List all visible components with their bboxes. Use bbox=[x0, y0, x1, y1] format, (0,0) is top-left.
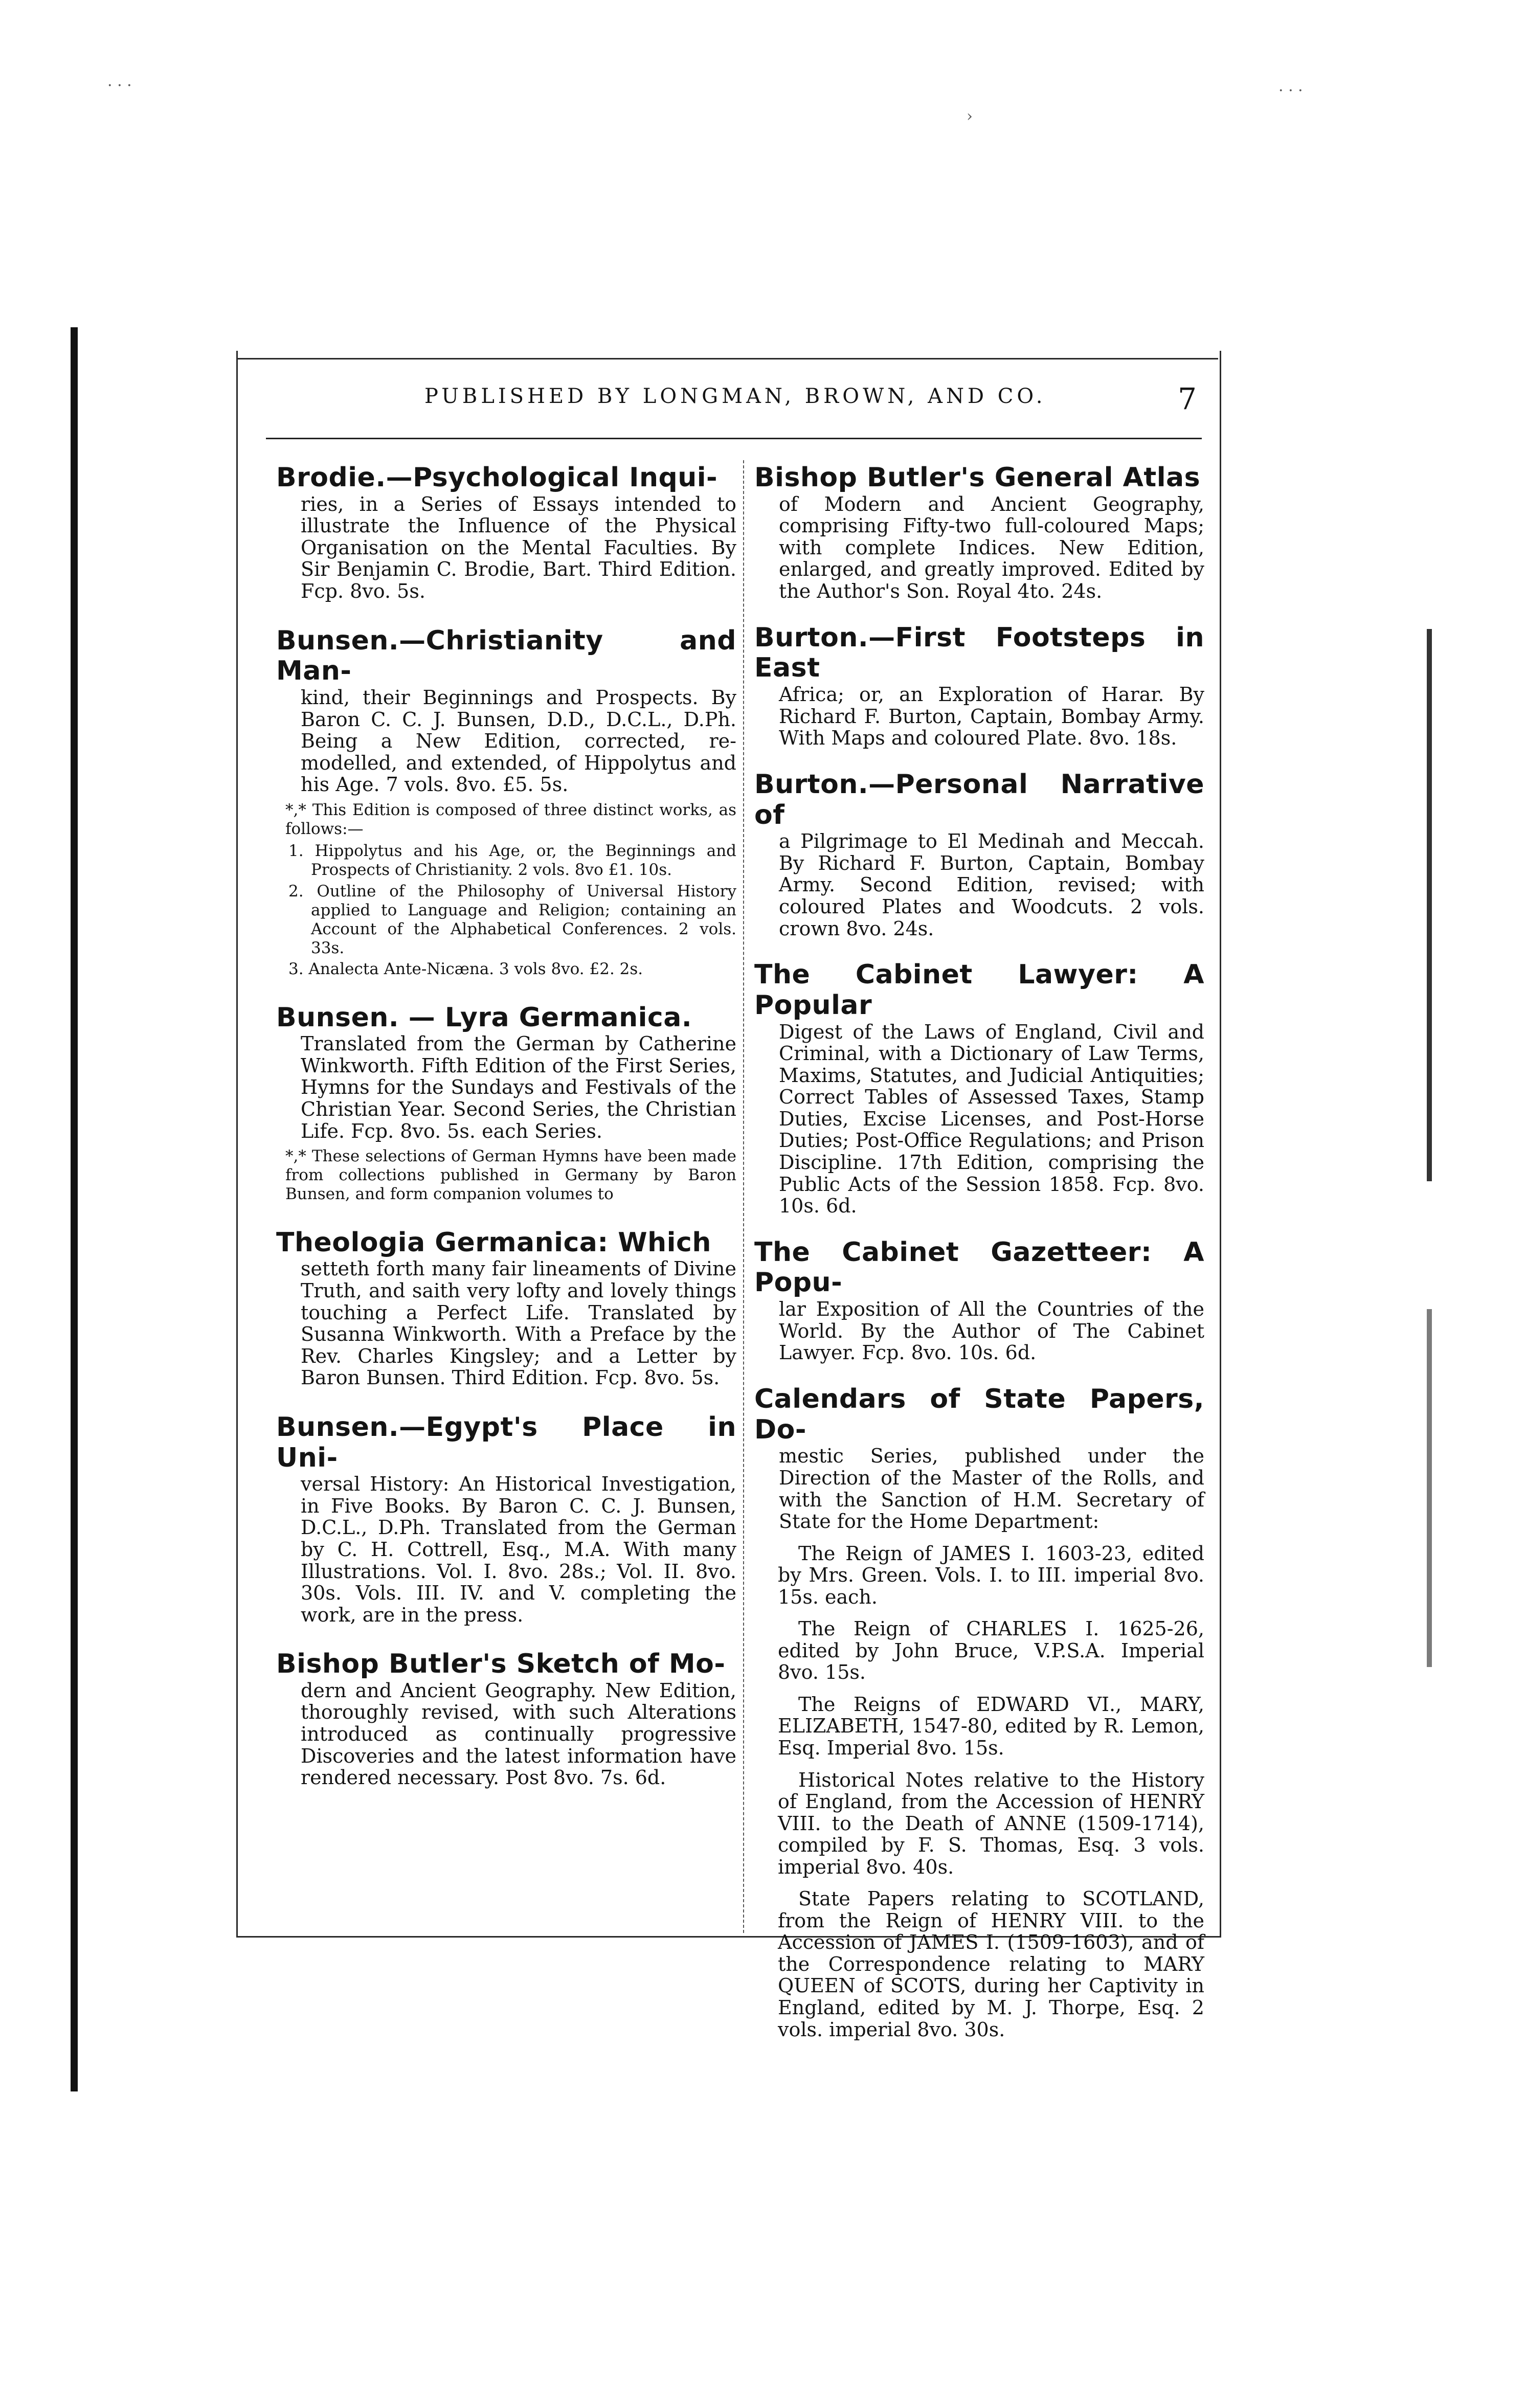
entry-body: dern and Ancient Geography. New Edition, thoroughly revised, with such Alterations introduced as continually progressive Discoveries and the latest information have rendered necessary. Post 8vo. 7s. 6d. bbox=[301, 1679, 736, 1789]
running-header-title: PUBLISHED BY LONGMAN, BROWN, AND CO. bbox=[424, 385, 1046, 408]
listing-entry bbox=[276, 1412, 736, 1626]
entry-body: Digest of the Laws of England, Civil and Criminal, with a Dictionary of Law Terms, Maxims, Statutes, and Judicial Antiquities; Correct Tables of Assessed Taxes, Stamp Duties, Excise Licenses, and Post-Horse Duties; Post-Office Regulations; and Prison Discipline. 17th Edition, comprising the Public Acts of the Session 1858. Fcp. 8vo. 10s. 6d. bbox=[779, 1020, 1204, 1218]
listing-entry bbox=[754, 1237, 1204, 1364]
listing-entry bbox=[754, 1384, 1204, 2040]
entry-heading: Brodie.—Psychological Inqui- bbox=[276, 462, 718, 493]
listing-entry bbox=[276, 1003, 736, 1204]
scan-speck: · · · bbox=[1278, 82, 1303, 100]
scan-edge-right bbox=[1427, 629, 1432, 1181]
entry-heading: Bunsen.—Christianity and Man- bbox=[276, 625, 736, 687]
entry-body: versal History: An Historical Investigation, in Five Books. By Baron C. C. J. Bunsen, D.C.L., D.Ph. Translated from the German by C. H. Cottrell, Esq., M.A. With many Illustrations. Vol. I. 8vo. 28s.; Vol. II. 8vo. 30s. Vols. III. IV. and V. completing the work, are in the press. bbox=[301, 1473, 736, 1626]
sub-entry: State Papers relating to SCOTLAND, from the Reign of HENRY VIII. to the Accession of JAMES I. (1509-1603), and of the Correspondence relating to MARY QUEEN of SCOTS, during her Captivity in England, edited by M. J. Thorpe, Esq. 2 vols. imperial 8vo. 30s. bbox=[778, 1887, 1204, 2041]
listing-entry bbox=[276, 463, 736, 602]
entry-body: Translated from the German by Catherine Winkworth. Fifth Edition of the First Series, Hymns for the Sundays and Festivals of the Christian Year. Second Series, the Christian Life. Fcp. 8vo. 5s. each Series. bbox=[301, 1032, 736, 1142]
entry-heading: The Cabinet Lawyer: A Popular bbox=[754, 959, 1204, 1021]
list-item: 1. Hippolytus and his Age, or, the Beginnings and Prospects of Christianity. 2 vols. 8vo £1. 10s. bbox=[288, 842, 736, 880]
right-column bbox=[754, 463, 1204, 2061]
listing-entry bbox=[276, 1228, 736, 1389]
entry-body: Africa; or, an Exploration of Harar. By Richard F. Burton, Captain, Bombay Army. With Maps and coloured Plate. 8vo. 18s. bbox=[779, 683, 1204, 750]
scan-speck: · · · bbox=[107, 77, 132, 95]
entry-heading: The Cabinet Gazetteer: A Popu- bbox=[754, 1236, 1204, 1298]
entry-body: kind, their Beginnings and Prospects. By Baron C. C. J. Bunsen, D.D., D.C.L., D.Ph. Being a New Edition, corrected, re-modelled, and extended, of Hippolytus and his Age. 7 vols. 8vo. £5. 5s. bbox=[301, 686, 736, 796]
running-header bbox=[271, 381, 1197, 416]
entry-heading: Burton.—First Footsteps in East bbox=[754, 622, 1204, 684]
header-rule bbox=[266, 438, 1202, 439]
listing-entry bbox=[276, 1649, 736, 1789]
sub-entry: The Reigns of EDWARD VI., MARY, ELIZABETH, 1547-80, edited by R. Lemon, Esq. Imperial 8vo. 15s. bbox=[778, 1693, 1204, 1759]
listing-entry bbox=[754, 770, 1204, 939]
entry-heading: Bunsen.—Egypt's Place in Uni- bbox=[276, 1411, 736, 1473]
entry-volume-list bbox=[285, 842, 736, 979]
list-item: 3. Analecta Ante-Nicæna. 3 vols 8vo. £2. 2s. bbox=[288, 960, 643, 979]
listing-entry bbox=[754, 960, 1204, 1217]
scan-speck: › bbox=[967, 107, 973, 125]
entry-body: a Pilgrimage to El Medinah and Meccah. By Richard F. Burton, Captain, Bombay Army. Second Edition, revised; with coloured Plates and Woodcuts. 2 vols. crown 8vo. 24s. bbox=[779, 830, 1204, 940]
entry-heading: Bishop Butler's Sketch of Mo- bbox=[276, 1649, 726, 1680]
listing-entry bbox=[754, 623, 1204, 749]
entry-heading: Bishop Butler's General Atlas bbox=[754, 462, 1201, 493]
entry-note: *,* This Edition is composed of three distinct works, as follows:— bbox=[285, 800, 736, 839]
entry-heading: Bunsen. — Lyra Germanica. bbox=[276, 1002, 692, 1033]
entry-heading: Calendars of State Papers, Do- bbox=[754, 1383, 1204, 1445]
entry-body: lar Exposition of All the Countries of the World. By the Author of The Cabinet Lawyer. Fcp. 8vo. 10s. 6d. bbox=[779, 1298, 1204, 1364]
entry-note: *,* These selections of German Hymns have been made from collections published in Germany by Baron Bunsen, and form companion volumes to bbox=[285, 1147, 736, 1204]
entry-body: setteth forth many fair lineaments of Divine Truth, and saith very lofty and lovely things touching a Perfect Life. Translated by Susanna Winkworth. With a Preface by the Rev. Charles Kingsley; and a Letter by Baron Bunsen. Third Edition. Fcp. 8vo. 5s. bbox=[301, 1257, 736, 1389]
left-column bbox=[276, 463, 736, 1812]
entry-heading: Theologia Germanica: Which bbox=[276, 1227, 711, 1258]
page-number: 7 bbox=[1178, 381, 1197, 416]
listing-entry bbox=[276, 626, 736, 979]
entry-heading: Burton.—Personal Narrative of bbox=[754, 769, 1204, 830]
listing-entry bbox=[754, 463, 1204, 602]
sub-entry: The Reign of CHARLES I. 1625-26, edited by John Bruce, V.P.S.A. Imperial 8vo. 15s. bbox=[778, 1617, 1204, 1684]
entry-body: ries, in a Series of Essays intended to illustrate the Influence of the Physical Organisation on the Mental Faculties. By Sir Benjamin C. Brodie, Bart. Third Edition. Fcp. 8vo. 5s. bbox=[301, 492, 736, 602]
entry-body: of Modern and Ancient Geography, comprising Fifty-two full-coloured Maps; with complete Indices. New Edition, enlarged, and greatly improved. Edited by the Author's Son. Royal 4to. 24s. bbox=[779, 492, 1204, 602]
column-divider bbox=[743, 460, 744, 1933]
entry-body: mestic Series, published under the Direction of the Master of the Rolls, and with the Sanction of H.M. Secretary of State for the Home Department: bbox=[779, 1445, 1204, 1533]
list-item: 2. Outline of the Philosophy of Universal History applied to Language and Religion; containing an Account of the Alphabetical Conferences. 2 vols. 33s. bbox=[288, 882, 736, 958]
scan-edge-right-marks bbox=[1427, 1309, 1432, 1667]
scan-edge-left bbox=[71, 327, 78, 2091]
sub-entry: Historical Notes relative to the History of England, from the Accession of HENRY VIII. to the Death of ANNE (1509-1714), compiled by F. S. Thomas, Esq. 3 vols. imperial 8vo. 40s. bbox=[778, 1768, 1204, 1878]
sub-entry: The Reign of JAMES I. 1603-23, edited by Mrs. Green. Vols. I. to III. imperial 8vo. 15s. each. bbox=[778, 1542, 1204, 1608]
